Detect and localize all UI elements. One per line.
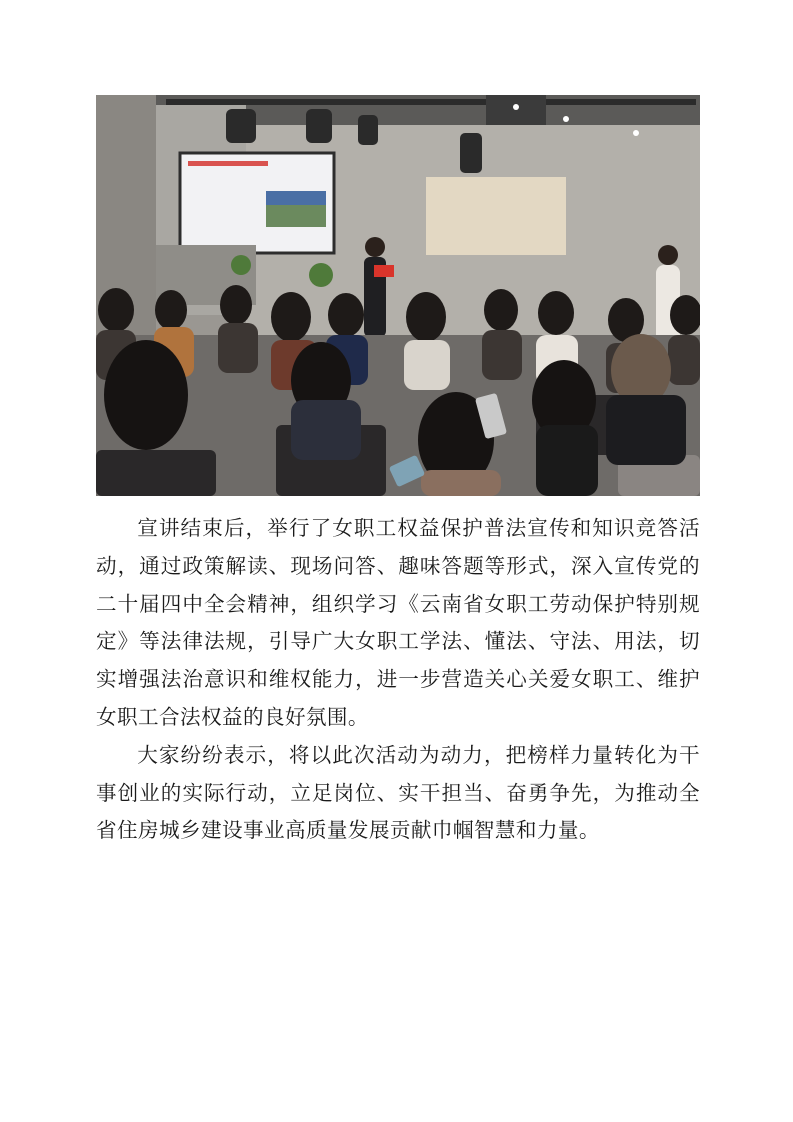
audience-scene-illustration (96, 95, 700, 496)
paragraph-2: 大家纷纷表示，将以此次活动为动力，把榜样力量转化为干事创业的实际行动，立足岗位、实干担当、奋勇争先，为推动全省住房城乡建设事业高质量发展贡献巾帼智慧和力量。 (96, 742, 700, 843)
event-photo (96, 95, 700, 496)
article-body (96, 510, 700, 850)
paragraph-1: 宣讲结束后，举行了女职工权益保护普法宣传和知识竞答活动，通过政策解读、现场问答、趣味答题等形式，深入宣传党的二十届四中全会精神，组织学习《云南省女职工劳动保护特别规定》等法律法规，引导广大女职工学法、懂法、守法、用法，切实增强法治意识和维权能力，进一步营造关心关爱女职工、维护女职工合法权益的良好氛围。 (96, 516, 700, 729)
